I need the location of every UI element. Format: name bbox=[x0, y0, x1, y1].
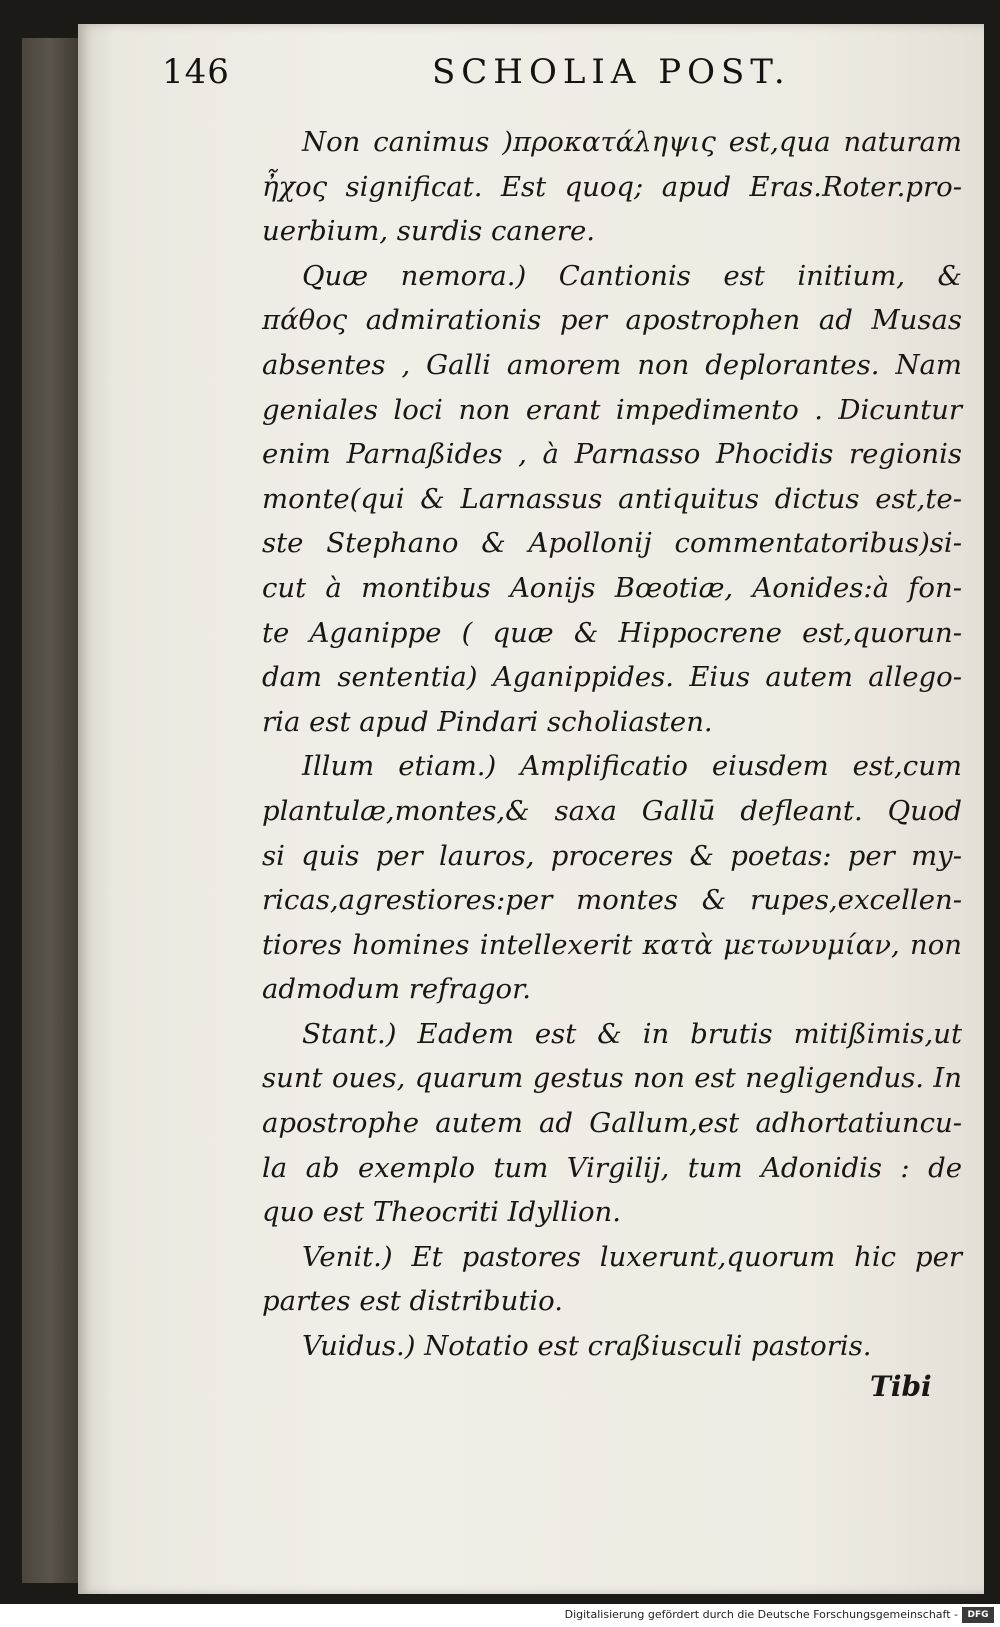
text-line: ricas,agrestiores:per montes & rupes,excellen- bbox=[262, 884, 962, 917]
text-line: la ab exemplo tum Virgilij, tum Adonidis : de bbox=[262, 1151, 962, 1184]
text-line: geniales loci non erant impedimento . Dicuntur bbox=[262, 393, 962, 426]
text-line: Venit.) Et pastores luxerunt,quorum hic per bbox=[302, 1240, 962, 1273]
text-line: uerbium, surdis canere. bbox=[262, 215, 595, 248]
text-line: Quæ nemora.) Cantionis est initium, & bbox=[302, 259, 962, 292]
text-line: admodum refragor. bbox=[262, 973, 531, 1006]
digitization-footer bbox=[0, 1604, 1000, 1627]
text-line: ἦχος significat. Est quoq; apud Eras.Roter.pro- bbox=[262, 170, 962, 203]
text-line: ste Stephano & Apollonij commentatoribus)si- bbox=[262, 527, 962, 560]
catchword: Tibi bbox=[870, 1370, 932, 1403]
body-text bbox=[262, 120, 962, 1369]
book-spine bbox=[22, 38, 84, 1583]
funding-credit: Digitalisierung gefördert durch die Deutsche Forschungsgemeinschaft - bbox=[564, 1608, 958, 1621]
dfg-logo: DFG bbox=[962, 1607, 994, 1623]
text-line: absentes , Galli amorem non deplorantes. Nam bbox=[262, 348, 962, 381]
text-line: Vuidus.) Notatio est craßiusculi pastoris. bbox=[302, 1330, 872, 1363]
text-line: πάθος admirationis per apostrophen ad Musas bbox=[262, 304, 962, 337]
text-line: Illum etiam.) Amplificatio eiusdem est,cum bbox=[302, 750, 962, 783]
text-line: Non canimus )προκατάληψις est,qua naturam bbox=[302, 126, 962, 158]
text-line: monte(qui & Larnassus antiquitus dictus est,te- bbox=[262, 482, 962, 515]
page-number: 146 bbox=[162, 52, 230, 92]
text-line: te Aganippe ( quæ & Hippocrene est,quorun- bbox=[262, 616, 962, 649]
text-line: ria est apud Pindari scholiasten. bbox=[262, 705, 713, 738]
text-line: partes est distributio. bbox=[262, 1285, 563, 1318]
text-line: plantulæ,montes,& saxa Gallū defleant. Quod bbox=[262, 794, 962, 827]
text-line: dam sententia) Aganippides. Eius autem allego- bbox=[262, 661, 962, 694]
page-header bbox=[162, 52, 842, 102]
text-line: cut à montibus Aonijs Bœotiæ, Aonides:à fon- bbox=[262, 571, 962, 604]
text-line: sunt oues, quarum gestus non est negligendus. In bbox=[262, 1062, 962, 1095]
text-line: apostrophe autem ad Gallum,est adhortatiuncu- bbox=[262, 1107, 962, 1140]
text-line: Stant.) Eadem est & in brutis mitißimis,ut bbox=[302, 1017, 962, 1050]
text-line: tiores homines intellexerit κατὰ μετωνυμίαν, non bbox=[262, 928, 962, 961]
text-line: enim Parnaßides , à Parnasso Phocidis regionis bbox=[262, 438, 962, 471]
running-title: SCHOLIA POST. bbox=[432, 52, 791, 92]
text-line: quo est Theocriti Idyllion. bbox=[262, 1196, 622, 1229]
text-line: si quis per lauros, proceres & poetas: per my- bbox=[262, 839, 962, 872]
